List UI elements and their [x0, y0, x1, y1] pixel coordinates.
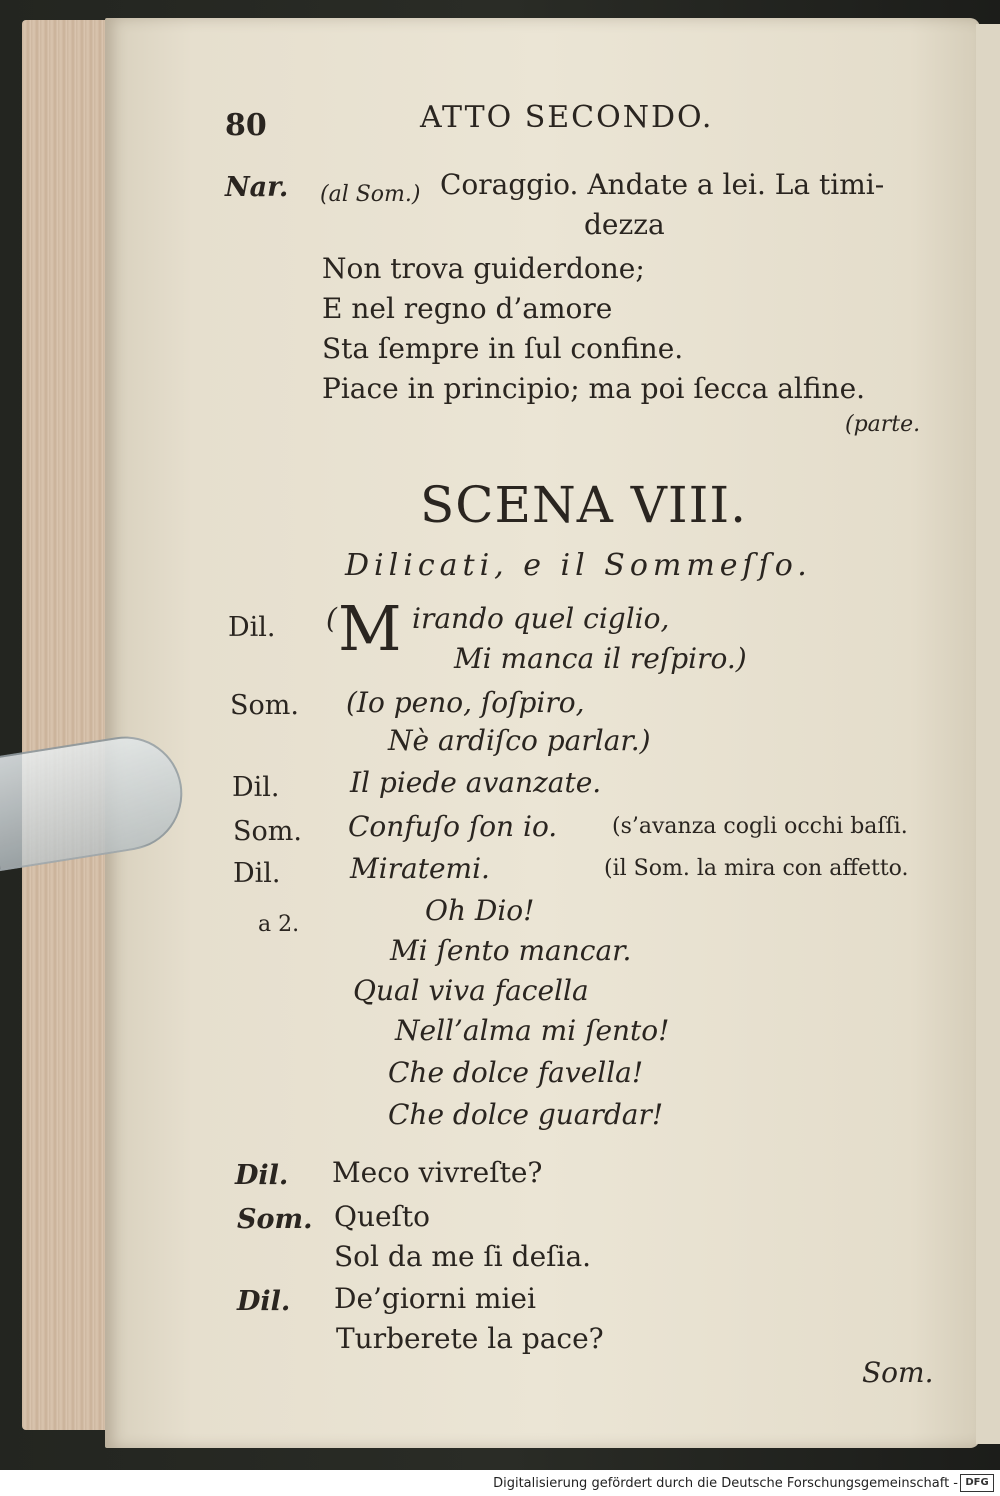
speaker-label: Dil.	[235, 1160, 289, 1191]
bracket: (	[326, 602, 337, 635]
stage-direction: (s’avanza cogli occhi baſſi.	[612, 814, 908, 839]
verse-line: De’giorni miei	[334, 1282, 536, 1315]
next-page-edge	[976, 24, 1000, 1444]
verse-line: Mi ſento mancar.	[390, 934, 632, 967]
speaker-label: Som.	[230, 690, 299, 721]
decorated-initial: M	[338, 592, 402, 665]
verse-line: Mi manca il reſpiro.)	[454, 642, 747, 675]
speaker-label: Som.	[237, 1204, 313, 1235]
verse-line: Che dolce guardar!	[388, 1098, 664, 1131]
verse-line: Oh Dio!	[425, 894, 535, 927]
verse-line: Non trova guiderdone;	[322, 252, 645, 285]
verse-line: irando quel ciglio,	[412, 602, 670, 635]
verse-line: Coraggio. Andate a lei. La timi-	[440, 168, 885, 201]
running-head: ATTO SECONDO.	[420, 100, 714, 135]
verse-line: Che dolce favella!	[388, 1056, 644, 1089]
verse-line: Meco vivreſte?	[332, 1156, 543, 1189]
verse-line: Nell’alma mi ſento!	[395, 1014, 670, 1047]
catchword: Som.	[862, 1356, 934, 1389]
speaker-label: Som.	[233, 816, 302, 847]
speaker-label: Dil.	[232, 772, 280, 803]
speaker-label: Dil.	[233, 858, 281, 889]
speaker-label: Dil.	[228, 612, 276, 643]
verse-line: Miratemi.	[350, 852, 490, 885]
verse-line: Sol da me ſi deſia.	[334, 1240, 592, 1273]
stage-direction: (parte.	[845, 412, 921, 437]
scene-title: SCENA VIII.	[420, 476, 748, 534]
verse-line: (Io peno, ſoſpiro,	[346, 686, 585, 719]
verse-line: dezza	[584, 208, 665, 241]
stage-direction: (al Som.)	[320, 182, 421, 207]
page-number: 80	[225, 108, 267, 143]
verse-line: Sta ſempre in ſul confine.	[322, 332, 684, 365]
verse-line: Queſto	[334, 1200, 431, 1233]
speaker-label: Nar.	[225, 172, 289, 203]
speaker-label: Dil.	[237, 1286, 291, 1317]
verse-line: Turberete la pace?	[336, 1322, 604, 1355]
verse-line: Confuſo ſon io.	[348, 810, 558, 843]
speaker-label: a 2.	[258, 912, 300, 937]
verse-line: Nè ardiſco parlar.)	[388, 724, 651, 757]
dfg-logo: DFG	[960, 1474, 994, 1492]
verse-line: Piace in principio; ma poi ſecca alfine.	[322, 372, 866, 405]
footer-credit: Digitalisierung gefördert durch die Deutsche Forschungsgemeinschaft -	[493, 1476, 958, 1491]
scene-subtitle: Dilicati, e il Sommeſſo.	[345, 548, 812, 583]
verse-line: Qual viva facella	[353, 974, 589, 1007]
verse-line: Il piede avanzate.	[350, 766, 602, 799]
stage-direction: (il Som. la mira con affetto.	[604, 856, 909, 881]
verse-line: E nel regno d’amore	[322, 292, 613, 325]
